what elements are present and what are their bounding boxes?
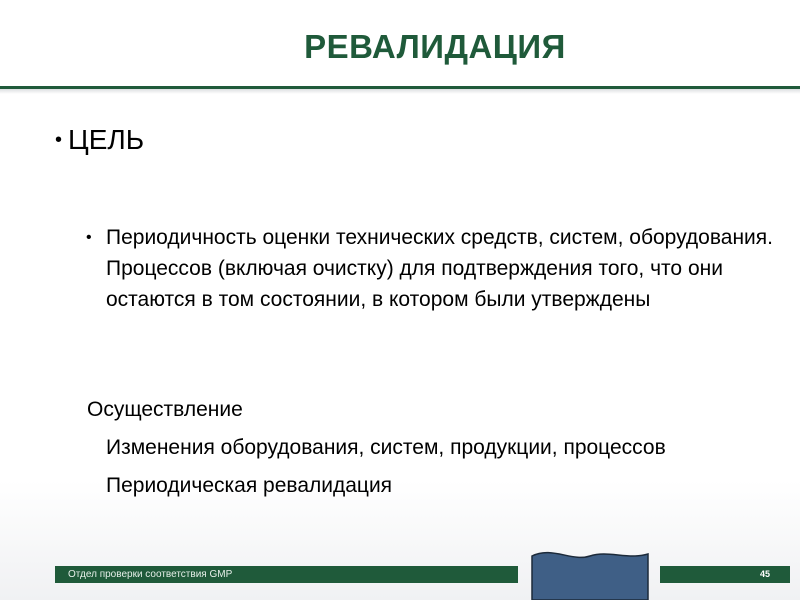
title-divider [0,86,800,89]
scroll-banner-icon [530,550,650,600]
main-bullet [55,124,144,156]
footer-bar-right [660,566,790,583]
bullet-icon: • [86,229,92,246]
bullet-icon: • [55,129,63,151]
main-bullet-label: ЦЕЛЬ [68,124,145,155]
slide-title: РЕВАЛИДАЦИЯ [304,28,566,65]
footer-department: Отдел проверки соответствия GMP [68,569,233,580]
purpose-text: Периодичность оценки технических средств, систем, оборудования. Процессов (включая очистку) для подтверждения того, что они остаются в том состоянии, в котором были утверждены [106,226,773,311]
implementation-item: Изменения оборудования, систем, продукции, процессов [106,436,666,459]
page-number: 45 [760,569,771,579]
implementation-label: Осуществление [87,398,243,421]
purpose-paragraph [86,222,776,315]
implementation-item: Периодическая ревалидация [106,474,393,497]
